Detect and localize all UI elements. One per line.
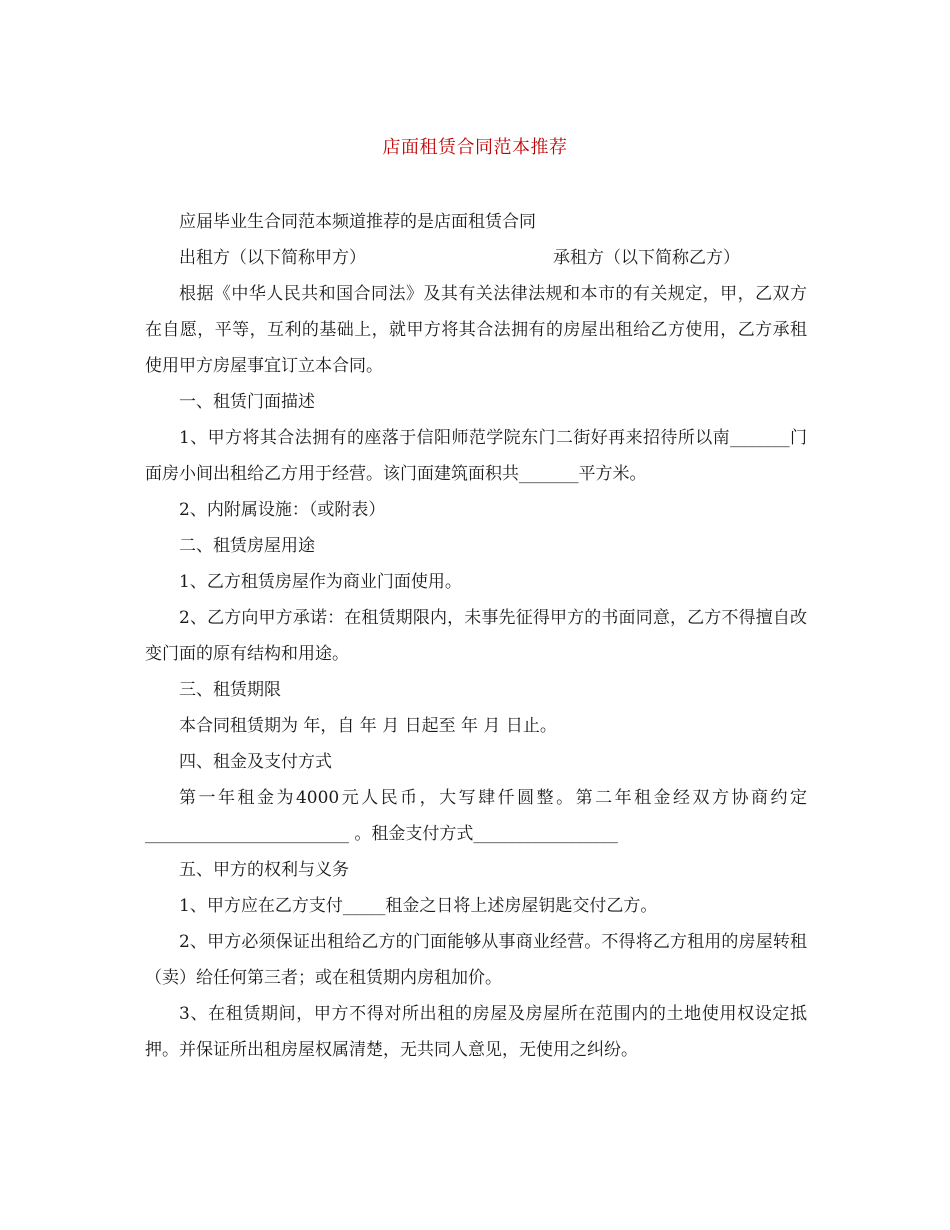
section-1-heading: 一、租赁门面描述 <box>179 392 315 412</box>
preamble-paragraph: 根据《中华人民共和国合同法》及其有关法律法规和本市的有关规定，甲，乙双方在自愿，平等，互利的基础上，就甲方将其合法拥有的房屋出租给乙方使用，乙方承租使用甲方房屋事宜订立本合同。 <box>145 284 807 376</box>
document-body <box>145 204 807 1068</box>
section-3-heading: 三、租赁期限 <box>179 680 281 700</box>
section-5-clause-1: 1、甲方应在乙方支付_____租金之日将上述房屋钥匙交付乙方。 <box>179 896 658 916</box>
section-4-clause-1: 第一年租金为4000元人民币，大写肆仟圆整。第二年租金经双方协商约定________________________ 。租金支付方式_________________ <box>145 788 807 844</box>
lessee-label: 承租方（以下简称乙方） <box>553 248 740 268</box>
section-1-clause-1: 1、甲方将其合法拥有的座落于信阳师范学院东门二街好再来招待所以南_______门面房小间出租给乙方用于经营。该门面建筑面积共_______平方米。 <box>145 428 807 484</box>
section-3-clause-1: 本合同租赁期为 年，自 年 月 日起至 年 月 日止。 <box>179 716 557 736</box>
lessor-label: 出租方（以下简称甲方） <box>179 248 366 268</box>
section-2-clause-1: 1、乙方租赁房屋作为商业门面使用。 <box>179 572 462 592</box>
section-2-heading: 二、租赁房屋用途 <box>179 536 315 556</box>
section-5-clause-2: 2、甲方必须保证出租给乙方的门面能够从事商业经营。不得将乙方租用的房屋转租（卖）给任何第三者；或在租赁期内房租加价。 <box>145 932 807 988</box>
section-5-heading: 五、甲方的权利与义务 <box>179 860 349 880</box>
section-4-heading: 四、租金及支付方式 <box>179 752 332 772</box>
section-2-clause-2: 2、乙方向甲方承诺：在租赁期限内，未事先征得甲方的书面同意，乙方不得擅自改变门面的原有结构和用途。 <box>145 608 807 664</box>
section-5-clause-3: 3、在租赁期间，甲方不得对所出租的房屋及房屋所在范围内的土地使用权设定抵押。并保证所出租房屋权属清楚，无共同人意见，无使用之纠纷。 <box>145 1004 807 1060</box>
intro-paragraph: 应届毕业生合同范本频道推荐的是店面租赁合同 <box>179 212 536 232</box>
parties-row <box>145 240 807 276</box>
section-1-clause-2: 2、内附属设施：（或附表） <box>179 500 386 520</box>
document-title: 店面租赁合同范本推荐 <box>382 137 568 158</box>
